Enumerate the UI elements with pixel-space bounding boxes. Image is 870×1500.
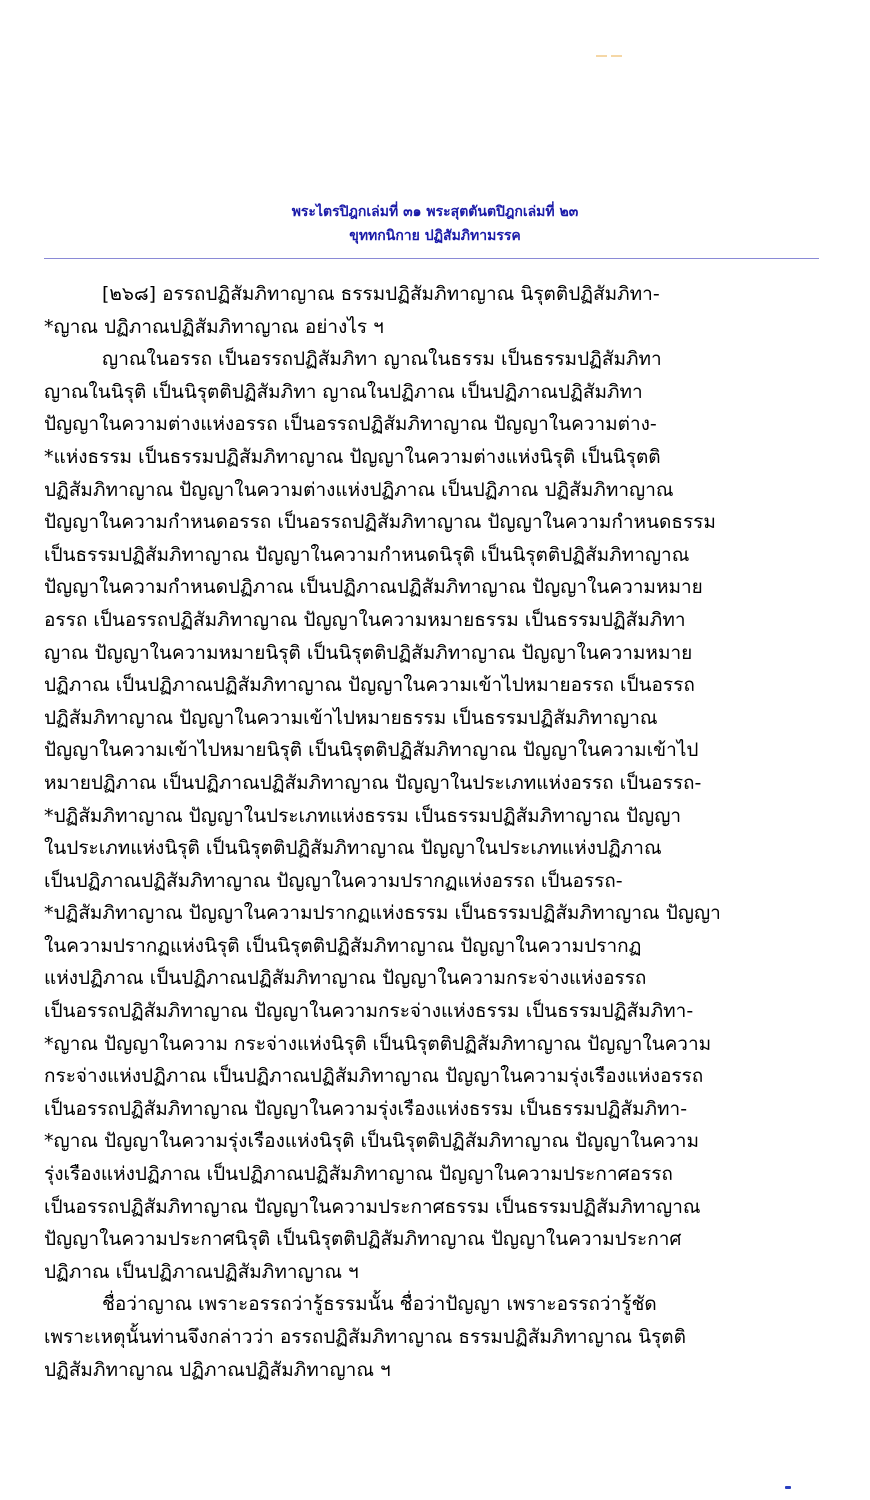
text-line: ปัญญาในความกำหนดปฏิภาณ เป็นปฏิภาณปฏิสัมภิทาญาณ ปัญญาในความหมาย — [44, 576, 703, 599]
text-line: ปัญญาในความกำหนดอรรถ เป็นอรรถปฏิสัมภิทาญาณ ปัญญาในความกำหนดธรรม — [44, 511, 716, 534]
text-line: ปัญญาในความประกาศนิรุติ เป็นนิรุตติปฏิสัมภิทาญาณ ปัญญาในความประกาศ — [44, 1228, 682, 1251]
header-divider — [44, 258, 819, 259]
text-line: เป็นอรรถปฏิสัมภิทาญาณ ปัญญาในความกระจ่างแห่งธรรม เป็นธรรมปฏิสัมภิทา- — [44, 1000, 694, 1023]
text-line: *ญาณ ปฏิภาณปฏิสัมภิทาญาณ อย่างไร ฯ — [44, 315, 384, 338]
text-line: *ปฏิสัมภิทาญาณ ปัญญาในความปรากฏแห่งธรรม เป็นธรรมปฏิสัมภิทาญาณ ปัญญา — [44, 902, 721, 925]
text-line: เพราะเหตุนั้นท่านจึงกล่าวว่า อรรถปฏิสัมภิทาญาณ ธรรมปฏิสัมภิทาญาณ นิรุตติ — [44, 1326, 686, 1348]
text-line: ปฏิสัมภิทาญาณ ปฏิภาณปฏิสัมภิทาญาณ ฯ — [44, 1358, 391, 1381]
text-line: ชื่อว่าญาณ เพราะอรรถว่ารู้ธรรมนั้น ชื่อว่าปัญญา เพราะอรรถว่ารู้ชัด — [102, 1293, 657, 1316]
text-line: ปฏิสัมภิทาญาณ ปัญญาในความเข้าไปหมายธรรม เป็นธรรมปฏิสัมภิทาญาณ — [44, 706, 658, 729]
text-line: ปฏิสัมภิทาญาณ ปัญญาในความต่างแห่งปฏิภาณ เป็นปฏิภาณ ปฏิสัมภิทาญาณ — [44, 478, 674, 501]
scan-artifact-mark — [611, 55, 622, 57]
text-line: อรรถ เป็นอรรถปฏิสัมภิทาญาณ ปัญญาในความหมายธรรม เป็นธรรมปฏิสัมภิทา — [44, 608, 686, 631]
text-line: เป็นปฏิภาณปฏิสัมภิทาญาณ ปัญญาในความปรากฏแห่งอรรถ เป็นอรรถ- — [44, 869, 623, 892]
text-line: ญาณในอรรถ เป็นอรรถปฏิสัมภิทา ญาณในธรรม เป็นธรรมปฏิสัมภิทา — [102, 348, 662, 371]
header-book-title: ขุททกนิกาย ปฏิสัมภิทามรรค — [349, 228, 521, 244]
text-line: [๒๖๘] อรรถปฏิสัมภิทาญาณ ธรรมปฏิสัมภิทาญาณ นิรุตติปฏิสัมภิทา- — [102, 283, 660, 305]
text-line: แห่งปฏิภาณ เป็นปฏิภาณปฏิสัมภิทาญาณ ปัญญาในความกระจ่างแห่งอรรถ — [44, 967, 647, 990]
text-line: เป็นอรรถปฏิสัมภิทาญาณ ปัญญาในความประกาศธรรม เป็นธรรมปฏิสัมภิทาญาณ — [44, 1195, 701, 1218]
text-line: ปฏิภาณ เป็นปฏิภาณปฏิสัมภิทาญาณ ฯ — [44, 1260, 359, 1283]
text-line: ปัญญาในความเข้าไปหมายนิรุติ เป็นนิรุตติปฏิสัมภิทาญาณ ปัญญาในความเข้าไป — [44, 739, 699, 762]
body-text — [44, 278, 834, 1386]
scan-artifact-marks — [596, 55, 622, 58]
scan-artifact-dot — [785, 1486, 791, 1489]
text-line: ญาณในนิรุติ เป็นนิรุตติปฏิสัมภิทา ญาณในปฏิภาณ เป็นปฏิภาณปฏิสัมภิทา — [44, 380, 643, 403]
text-line: ในประเภทแห่งนิรุติ เป็นนิรุตติปฏิสัมภิทาญาณ ปัญญาในประเภทแห่งปฏิภาณ — [44, 837, 662, 860]
text-line: กระจ่างแห่งปฏิภาณ เป็นปฏิภาณปฏิสัมภิทาญาณ ปัญญาในความรุ่งเรืองแห่งอรรถ — [44, 1065, 704, 1088]
text-line: เป็นอรรถปฏิสัมภิทาญาณ ปัญญาในความรุ่งเรืองแห่งธรรม เป็นธรรมปฏิสัมภิทา- — [44, 1097, 688, 1120]
text-line: หมายปฏิภาณ เป็นปฏิภาณปฏิสัมภิทาญาณ ปัญญาในประเภทแห่งอรรถ เป็นอรรถ- — [44, 771, 702, 794]
text-line: *ปฏิสัมภิทาญาณ ปัญญาในประเภทแห่งธรรม เป็นธรรมปฏิสัมภิทาญาณ ปัญญา — [44, 804, 682, 827]
text-line: *ญาณ ปัญญาในความรุ่งเรืองแห่งนิรุติ เป็นนิรุตติปฏิสัมภิทาญาณ ปัญญาในความ — [44, 1130, 699, 1153]
header-volume-title: พระไตรปิฎกเล่มที่ ๓๑ พระสุตตันตปิฎกเล่มที่ ๒๓ — [291, 204, 579, 220]
text-line: ในความปรากฏแห่งนิรุติ เป็นนิรุตติปฏิสัมภิทาญาณ ปัญญาในความปรากฏ — [44, 934, 642, 957]
text-line: *แห่งธรรม เป็นธรรมปฏิสัมภิทาญาณ ปัญญาในความต่างแห่งนิรุติ เป็นนิรุตติ — [44, 445, 661, 468]
text-line: เป็นธรรมปฏิสัมภิทาญาณ ปัญญาในความกำหนดนิรุติ เป็นนิรุตติปฏิสัมภิทาญาณ — [44, 543, 690, 566]
text-line: *ญาณ ปัญญาในความ กระจ่างแห่งนิรุติ เป็นนิรุตติปฏิสัมภิทาญาณ ปัญญาในความ — [44, 1032, 712, 1055]
text-line: ญาณ ปัญญาในความหมายนิรุติ เป็นนิรุตติปฏิสัมภิทาญาณ ปัญญาในความหมาย — [44, 641, 693, 664]
page-header — [0, 200, 870, 248]
text-line: รุ่งเรืองแห่งปฏิภาณ เป็นปฏิภาณปฏิสัมภิทาญาณ ปัญญาในความประกาศอรรถ — [44, 1163, 673, 1186]
text-line: ปฏิภาณ เป็นปฏิภาณปฏิสัมภิทาญาณ ปัญญาในความเข้าไปหมายอรรถ เป็นอรรถ — [44, 674, 695, 697]
text-line: ปัญญาในความต่างแห่งอรรถ เป็นอรรถปฏิสัมภิทาญาณ ปัญญาในความต่าง- — [44, 413, 657, 436]
scan-artifact-mark — [596, 55, 607, 57]
